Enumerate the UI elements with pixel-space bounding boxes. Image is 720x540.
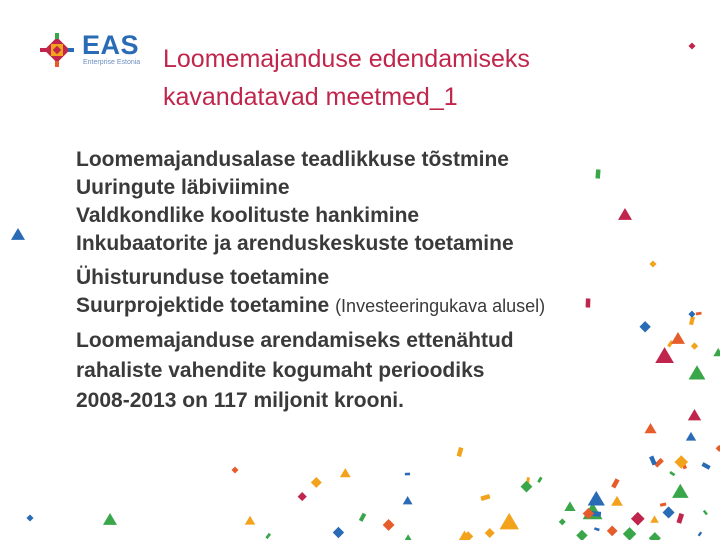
confetti-piece xyxy=(564,501,575,511)
confetti-piece xyxy=(500,513,519,530)
funding-summary xyxy=(76,326,696,416)
confetti-piece xyxy=(485,528,495,538)
confetti-piece xyxy=(611,478,619,488)
confetti-piece xyxy=(686,432,696,441)
measure-item: Inkubaatorite ja arenduskeskuste toetamine xyxy=(76,232,514,255)
confetti-piece xyxy=(594,527,600,531)
confetti-piece xyxy=(649,456,657,466)
confetti-piece xyxy=(716,445,720,452)
confetti-piece xyxy=(521,481,533,493)
measure-item: Valdkondlike koolituste hankimine xyxy=(76,204,420,227)
confetti-piece xyxy=(713,348,720,356)
confetti-piece xyxy=(631,512,645,526)
confetti-piece xyxy=(333,527,344,538)
measure-item-label: Suurprojektide toetamine xyxy=(76,294,330,317)
confetti-piece xyxy=(703,510,708,515)
confetti-piece xyxy=(591,511,601,517)
title-line-2: kavandatavad meetmed_1 xyxy=(163,83,458,111)
confetti-piece xyxy=(587,512,594,519)
confetti-piece xyxy=(588,491,605,506)
confetti-piece xyxy=(674,455,688,469)
title-line-1: Loomemajanduse edendamiseks xyxy=(163,45,530,73)
confetti-piece xyxy=(644,423,656,433)
confetti-piece xyxy=(463,531,473,540)
confetti-piece xyxy=(701,462,710,470)
confetti-piece xyxy=(457,447,464,457)
measure-item: Uuringute läbiviimine xyxy=(76,176,290,199)
confetti-piece xyxy=(359,513,366,522)
confetti-piece xyxy=(590,509,594,515)
confetti-piece xyxy=(26,514,33,521)
confetti-piece xyxy=(311,477,322,488)
slide-body xyxy=(76,146,696,416)
confetti-piece xyxy=(623,527,637,540)
confetti-piece xyxy=(559,518,566,525)
confetti-piece xyxy=(688,42,695,49)
confetti-piece xyxy=(526,477,530,483)
confetti-piece xyxy=(576,530,587,540)
confetti-piece xyxy=(696,312,702,316)
confetti-piece xyxy=(480,494,490,501)
confetti-piece xyxy=(583,502,603,519)
confetti-piece xyxy=(456,531,472,540)
confetti-piece xyxy=(265,533,271,539)
confetti-piece xyxy=(340,468,351,477)
confetti-piece xyxy=(537,477,542,483)
confetti-piece xyxy=(672,484,689,498)
measure-item: Loomemajandusalase teadlikkuse tõstmine xyxy=(76,148,509,171)
measure-item: Ühisturunduse toetamine xyxy=(76,266,330,289)
summary-line: rahaliste vahendite kogumaht perioodiks xyxy=(76,359,485,382)
logo-name: EAS xyxy=(82,30,140,60)
confetti-piece xyxy=(660,503,667,507)
confetti-piece xyxy=(676,513,684,524)
confetti-piece xyxy=(649,532,661,540)
eas-logo xyxy=(38,30,141,70)
measure-item-note: (Investeeringukava alusel) xyxy=(335,296,546,316)
confetti-piece xyxy=(698,532,702,537)
confetti-piece xyxy=(383,519,395,531)
confetti-piece xyxy=(583,508,594,519)
logo-tagline: Enterprise Estonia xyxy=(83,59,141,66)
confetti-piece xyxy=(245,516,256,525)
confetti-piece xyxy=(611,496,623,506)
confetti-piece xyxy=(669,471,675,476)
confetti-piece xyxy=(654,458,664,468)
confetti-piece xyxy=(681,461,687,469)
confetti-piece xyxy=(11,228,25,240)
confetti-piece xyxy=(650,515,659,522)
confetti-piece xyxy=(231,466,238,473)
summary-line: Loomemajanduse arendamiseks ettenähtud xyxy=(76,329,514,352)
confetti-piece xyxy=(663,506,675,518)
measure-item-last xyxy=(76,292,696,320)
confetti-piece xyxy=(405,473,410,476)
confetti-piece xyxy=(298,492,307,501)
confetti-piece xyxy=(607,525,618,536)
confetti-piece xyxy=(403,534,413,540)
confetti-piece xyxy=(403,496,413,504)
slide-title xyxy=(163,40,683,116)
confetti-piece xyxy=(103,513,117,525)
summary-line: 2008-2013 on 117 miljonit krooni. xyxy=(76,389,404,412)
ornament-star-icon xyxy=(38,32,76,68)
